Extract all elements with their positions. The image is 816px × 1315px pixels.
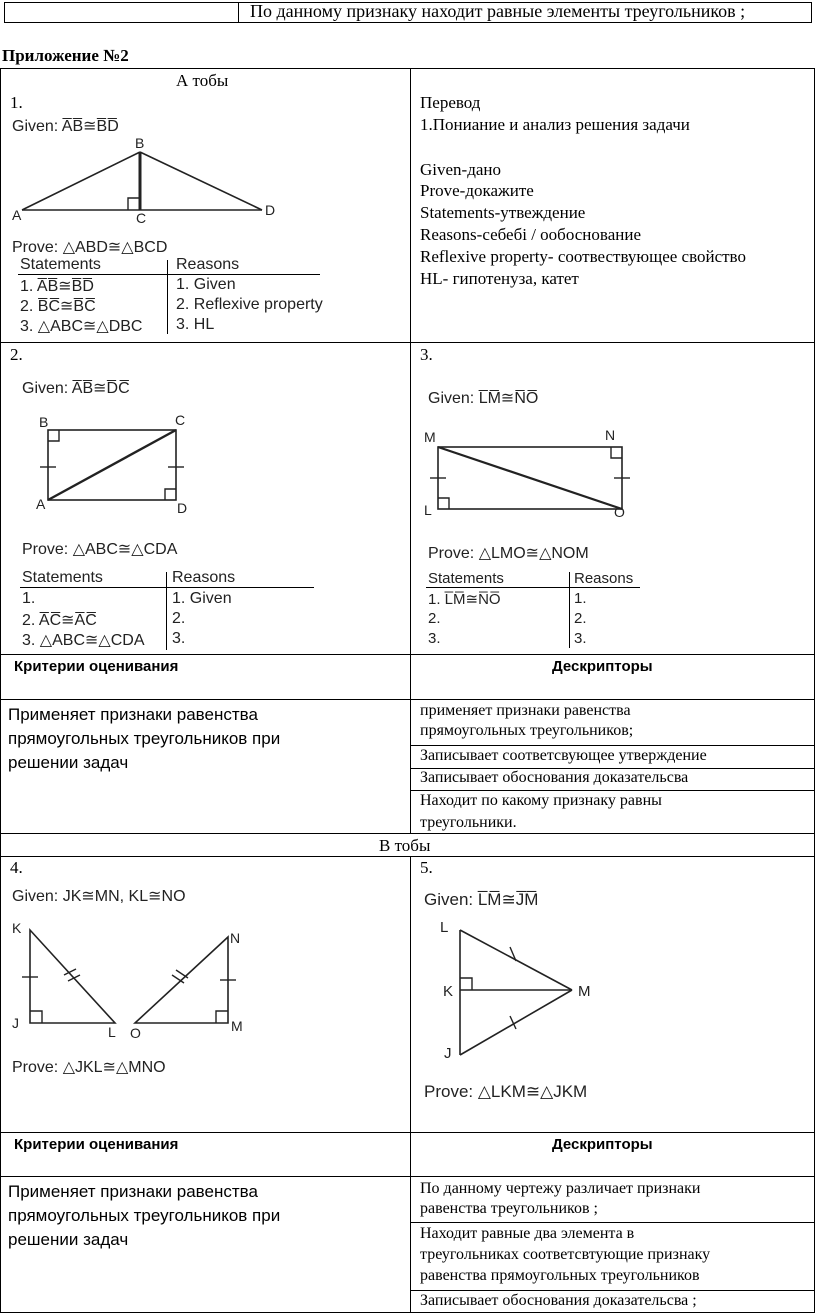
task2-reason: 1. Given — [172, 590, 232, 607]
criterion-line: решении задач — [8, 753, 129, 772]
translation-title: Перевод — [420, 93, 481, 112]
criteria-header: Критерии оценивания — [14, 658, 179, 675]
criterion-line: прямоугольных треугольников при — [8, 729, 281, 748]
descriptor-text: равенства треугольников ; — [420, 1200, 598, 1217]
task1-reason: 3. HL — [176, 316, 215, 333]
task5-point-m: M — [578, 983, 591, 1000]
group-b-title: В тобы — [379, 836, 431, 855]
task1-point-d: D — [265, 202, 276, 218]
descriptor-text: Записывает соответсвующее утверждение — [420, 747, 707, 764]
translation-line: HL- гипотенуза, катет — [420, 269, 579, 288]
task4-prove: Prove: △JKL≅△MNO — [12, 1059, 166, 1076]
criterion-line: Применяет признаки равенства — [8, 705, 258, 724]
task2-number: 2. — [10, 345, 23, 364]
task1-number: 1. — [10, 93, 23, 112]
descriptor-text: Записывает обоснования доказательсва — [420, 769, 689, 786]
task5-prove: Prove: △LKM≅△JKM — [424, 1082, 588, 1101]
task4-point-o: O — [130, 1025, 141, 1040]
task2-statements-header: Statements — [22, 569, 103, 586]
task2-point-a: A — [36, 496, 46, 512]
descriptor-text: равенства прямоугольных треугольников — [420, 1267, 700, 1284]
task1-statement: 2. B̅C̅≅B̅C̅ — [20, 298, 96, 315]
task1-given: Given: A̅B̅≅B̅D̅ — [12, 118, 119, 135]
task4-point-m: M — [231, 1018, 243, 1034]
descriptor-text: прямоугольных треугольников; — [420, 722, 634, 739]
task2-point-d: D — [177, 500, 188, 516]
descriptor-text: Находит равные два элемента в — [420, 1225, 635, 1242]
task3-reasons-header: Reasons — [574, 570, 634, 587]
task1-reason: 1. Given — [176, 276, 236, 293]
group-a-title: А тобы — [176, 71, 229, 90]
task3-statement: 3. — [428, 630, 441, 647]
task4-diagram — [0, 915, 270, 1040]
top-row-text: По данному признаку находит равные элементы треугольников ; — [250, 1, 746, 21]
task1-statement: 3. △ABC≅△DBC — [20, 318, 143, 335]
task5-number: 5. — [420, 858, 433, 877]
task3-given: Given: L̅M̅≅N̅O̅ — [428, 390, 539, 407]
task3-prove: Prove: △LMO≅△NOM — [428, 545, 589, 562]
translation-line: Reasons-себебі / ообоснование — [420, 225, 641, 244]
task1-point-c: C — [136, 210, 147, 226]
translation-line: Prove-докажите — [420, 181, 534, 200]
task1-reasons-header: Reasons — [176, 256, 240, 273]
task3-point-l: L — [424, 502, 432, 518]
translation-line: 1.Пониание и анализ решения задачи — [420, 115, 690, 134]
descriptor-text: треугольники. — [420, 814, 517, 831]
task3-reason: 2. — [574, 610, 587, 627]
task3-reason: 1. — [574, 590, 587, 607]
task2-statement: 3. △ABC≅△CDA — [22, 632, 145, 649]
task2-point-b: B — [39, 414, 49, 430]
descriptor-text: По данному чертежу различает признаки — [420, 1180, 701, 1197]
task3-point-o: O — [614, 504, 625, 520]
translation-line: Given-дано — [420, 160, 501, 179]
task2-reasons-header: Reasons — [172, 569, 236, 586]
task2-reason: 2. — [172, 610, 186, 627]
task4-number: 4. — [10, 858, 23, 877]
task2-prove: Prove: △ABC≅△CDA — [22, 541, 178, 558]
task1-statement: 1. A̅B̅≅B̅D̅ — [20, 278, 94, 295]
task4-point-k: K — [12, 920, 22, 936]
task3-statement: 1. L̅M̅≅N̅O̅ — [428, 591, 501, 608]
task1-prove: Prove: △ABD≅△BCD — [12, 239, 168, 256]
translation-line: Reflexive property- соотвествующее свойство — [420, 247, 746, 266]
task1-point-b: B — [135, 135, 145, 151]
descriptor-text: Записывает обоснования доказательсва ; — [420, 1292, 697, 1309]
appendix-title: Приложение №2 — [2, 46, 129, 65]
descriptor-text: применяет признаки равенства — [420, 702, 631, 719]
task3-number: 3. — [420, 345, 433, 364]
criteria-header: Критерии оценивания — [14, 1136, 179, 1153]
task3-diagram — [410, 425, 640, 525]
task3-point-n: N — [605, 427, 616, 443]
task4-given: Given: JK≅MN, KL≅NO — [12, 888, 186, 905]
task3-point-m: M — [424, 429, 436, 445]
criterion-line: Применяет признаки равенства — [8, 1182, 258, 1201]
task5-point-l: L — [440, 919, 449, 936]
task2-reason: 3. — [172, 630, 186, 647]
task5-point-k: K — [443, 983, 454, 1000]
task4-point-n: N — [230, 930, 241, 946]
criterion-line: решении задач — [8, 1230, 129, 1249]
task5-given: Given: L̅M̅≅J̅M̅ — [424, 890, 539, 909]
descriptor-text: Находит по какому признаку равны — [420, 792, 662, 809]
task2-point-c: C — [175, 412, 186, 428]
task5-point-j: J — [444, 1045, 452, 1062]
task5-diagram — [410, 915, 610, 1065]
task2-statement: 2. A̅C̅≅A̅C̅ — [22, 612, 97, 629]
task3-reason: 3. — [574, 630, 587, 647]
task2-given: Given: A̅B̅≅D̅C̅ — [22, 380, 130, 397]
task4-point-l: L — [108, 1024, 116, 1040]
task1-diagram — [0, 135, 300, 230]
task4-point-j: J — [12, 1015, 19, 1031]
descriptors-header: Дескрипторы — [552, 1136, 653, 1153]
descriptor-text: треугольниках соответсвтующие признаку — [420, 1246, 711, 1263]
descriptors-header: Дескрипторы — [552, 658, 653, 675]
translation-line: Statements-утвеждение — [420, 203, 586, 222]
task2-statement: 1. — [22, 590, 36, 607]
task1-reason: 2. Reflexive property — [176, 296, 323, 313]
criterion-line: прямоугольных треугольников при — [8, 1206, 281, 1225]
task1-statements-header: Statements — [20, 256, 101, 273]
task3-statement: 2. — [428, 610, 441, 627]
task3-statements-header: Statements — [428, 570, 504, 587]
task1-point-a: A — [12, 207, 22, 223]
task2-diagram — [0, 410, 220, 520]
